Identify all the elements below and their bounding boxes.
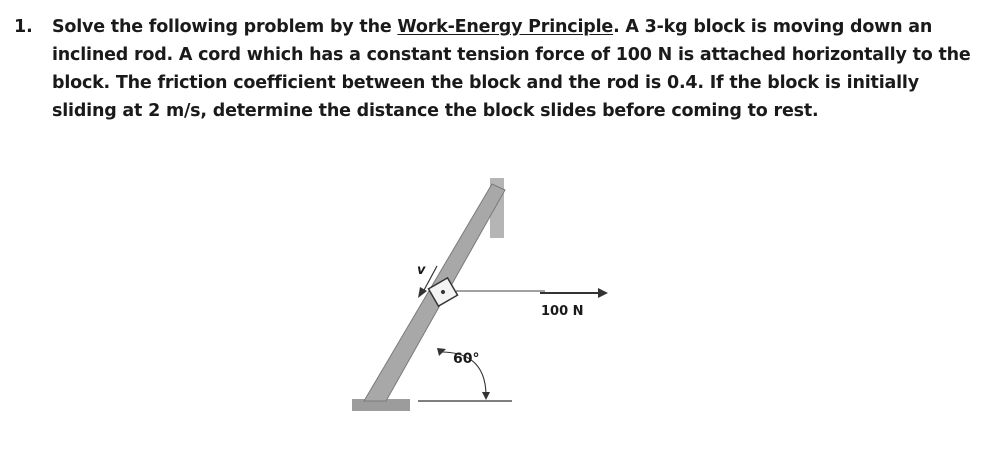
problem-text-body: . A 3-kg block is moving down an inclined rod. A cord which has a constant tension force of 100 N is attached horizontally to the block. The friction coefficient between the block and the rod is 0.4. If the block is initially sliding at 2 m/s, determine the distance the block slides before coming to rest.	[52, 17, 971, 121]
method-name: Work-Energy Principle	[397, 17, 614, 37]
velocity-label: v	[417, 263, 426, 278]
angle-arrowhead-bottom	[482, 392, 490, 400]
force-arrow-head	[598, 288, 608, 298]
force-label: 100 N	[541, 304, 584, 319]
problem-number: 1.	[14, 17, 33, 37]
problem-text-intro: Solve the following problem by the	[52, 17, 398, 37]
angle-label: 60°	[453, 351, 480, 367]
